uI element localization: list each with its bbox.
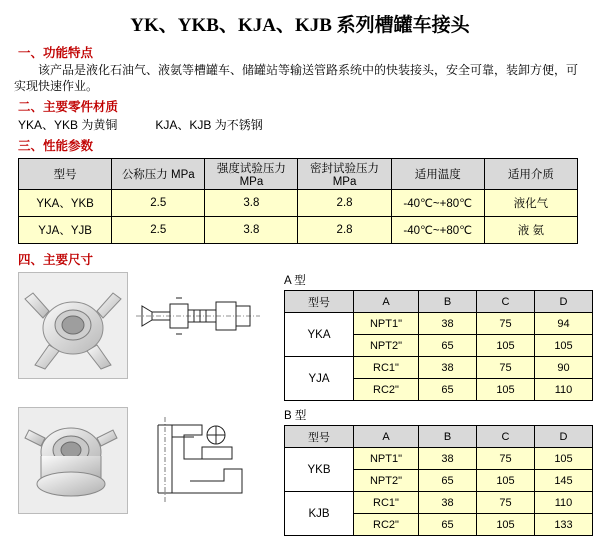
images-column-b (18, 407, 276, 514)
perf-cell: 液化气 (484, 190, 577, 217)
dim-b-cell: 38 (419, 448, 477, 470)
dim-a-cell: 90 (535, 357, 593, 379)
image-row-a (18, 272, 276, 379)
dim-b-col-model: 型号 (285, 426, 354, 448)
dim-b-cell: RC1" (354, 492, 419, 514)
dim-a-cell: 94 (535, 313, 593, 335)
perf-col-nominal-pressure: 公称压力 MPa (112, 159, 205, 190)
section-4-heading: 四、主要尺寸 (18, 253, 94, 267)
dim-a-cell: 110 (535, 379, 593, 401)
dim-a-col-A: A (354, 291, 419, 313)
perf-cell: YKA、YKB (19, 190, 112, 217)
perf-col-strength-test-pressure: 强度试验压力 MPa (205, 159, 298, 190)
dim-b-cell: 75 (477, 492, 535, 514)
dim-a-cell: 38 (419, 357, 477, 379)
performance-table (18, 158, 578, 244)
dimension-block-a (18, 272, 600, 401)
dim-b-col-D: D (535, 426, 593, 448)
dim-b-cell: RC2" (354, 514, 419, 536)
dim-b-model: YKB (285, 448, 354, 492)
table-row (285, 448, 593, 470)
perf-col-medium: 适用介质 (484, 159, 577, 190)
table-header-row (19, 159, 578, 190)
table-row (285, 492, 593, 514)
dim-a-cell: NPT1" (354, 313, 419, 335)
type-b-label: B 型 (284, 410, 307, 422)
perf-cell: 2.8 (298, 190, 391, 217)
table-header-row (285, 291, 593, 313)
dimension-table-a-wrap (284, 272, 593, 401)
dim-a-cell: 65 (419, 379, 477, 401)
perf-cell: 2.5 (112, 217, 205, 244)
table-row (19, 217, 578, 244)
drawing-a-graphic (132, 272, 264, 377)
dim-a-cell: 105 (477, 379, 535, 401)
perf-cell: 2.8 (298, 217, 391, 244)
perf-cell: YJA、YJB (19, 217, 112, 244)
dim-a-cell: NPT2" (354, 335, 419, 357)
dim-a-cell: RC1" (354, 357, 419, 379)
material-stainless: KJA、KJB 为不锈钢 (155, 118, 263, 132)
table-row (285, 357, 593, 379)
perf-cell: -40℃~+80℃ (391, 217, 484, 244)
dim-b-cell: NPT1" (354, 448, 419, 470)
perf-col-model: 型号 (19, 159, 112, 190)
dim-b-model: KJB (285, 492, 354, 536)
type-a-label: A 型 (284, 275, 306, 287)
section-2-heading: 二、主要零件材质 (18, 100, 119, 114)
photo-b-graphic (19, 408, 127, 513)
dim-a-cell: 75 (477, 313, 535, 335)
dim-b-cell: 105 (477, 514, 535, 536)
dim-a-cell: 105 (477, 335, 535, 357)
perf-cell: 3.8 (205, 190, 298, 217)
dim-b-col-B: B (419, 426, 477, 448)
section-1-body: 该产品是液化石油气、液氨等槽罐车、储罐站等输送管路系统中的快装接头，安全可靠，装卸方便，可实现快速作业。 (14, 63, 579, 93)
material-line (18, 116, 600, 133)
perf-col-temperature: 适用温度 (391, 159, 484, 190)
dim-b-cell: 38 (419, 492, 477, 514)
product-photo-a (18, 272, 128, 379)
dim-a-col-model: 型号 (285, 291, 354, 313)
dim-b-cell: 105 (535, 448, 593, 470)
perf-cell: 2.5 (112, 190, 205, 217)
dim-b-cell: 75 (477, 448, 535, 470)
perf-col-seal-test-pressure: 密封试验压力 MPa (298, 159, 391, 190)
perf-cell: -40℃~+80℃ (391, 190, 484, 217)
dim-a-model: YKA (285, 313, 354, 357)
dim-b-col-C: C (477, 426, 535, 448)
dim-b-cell: 110 (535, 492, 593, 514)
dim-a-col-C: C (477, 291, 535, 313)
table-row (19, 190, 578, 217)
dim-a-cell: 75 (477, 357, 535, 379)
dim-a-col-B: B (419, 291, 477, 313)
dim-b-cell: 145 (535, 470, 593, 492)
dim-a-model: YJA (285, 357, 354, 401)
image-row-b (18, 407, 276, 514)
photo-a-graphic (19, 273, 127, 378)
dim-b-cell: 133 (535, 514, 593, 536)
page-title: YK、YKB、KJA、KJB 系列槽罐车接头 (130, 15, 470, 36)
product-drawing-b (132, 407, 264, 512)
dim-a-cell: 38 (419, 313, 477, 335)
dim-b-cell: 105 (477, 470, 535, 492)
table-row (285, 313, 593, 335)
dimension-table-a (284, 290, 593, 401)
dim-b-cell: 65 (419, 514, 477, 536)
section-1-heading: 一、功能特点 (18, 46, 94, 60)
dim-b-cell: 65 (419, 470, 477, 492)
dim-b-cell: NPT2" (354, 470, 419, 492)
material-brass: YKA、YKB 为黄铜 (18, 118, 118, 132)
perf-cell: 液 氨 (484, 217, 577, 244)
product-photo-b (18, 407, 128, 514)
dim-a-cell: 105 (535, 335, 593, 357)
table-header-row (285, 426, 593, 448)
dim-b-col-A: A (354, 426, 419, 448)
dim-a-col-D: D (535, 291, 593, 313)
drawing-b-graphic (132, 407, 264, 512)
images-column-a (18, 272, 276, 379)
dimension-table-b (284, 425, 593, 536)
product-drawing-a (132, 272, 264, 377)
dim-a-cell: 65 (419, 335, 477, 357)
perf-cell: 3.8 (205, 217, 298, 244)
dimension-table-b-wrap (284, 407, 593, 536)
section-3-heading: 三、性能参数 (18, 139, 94, 153)
dim-a-cell: RC2" (354, 379, 419, 401)
dimension-block-b (18, 407, 600, 536)
